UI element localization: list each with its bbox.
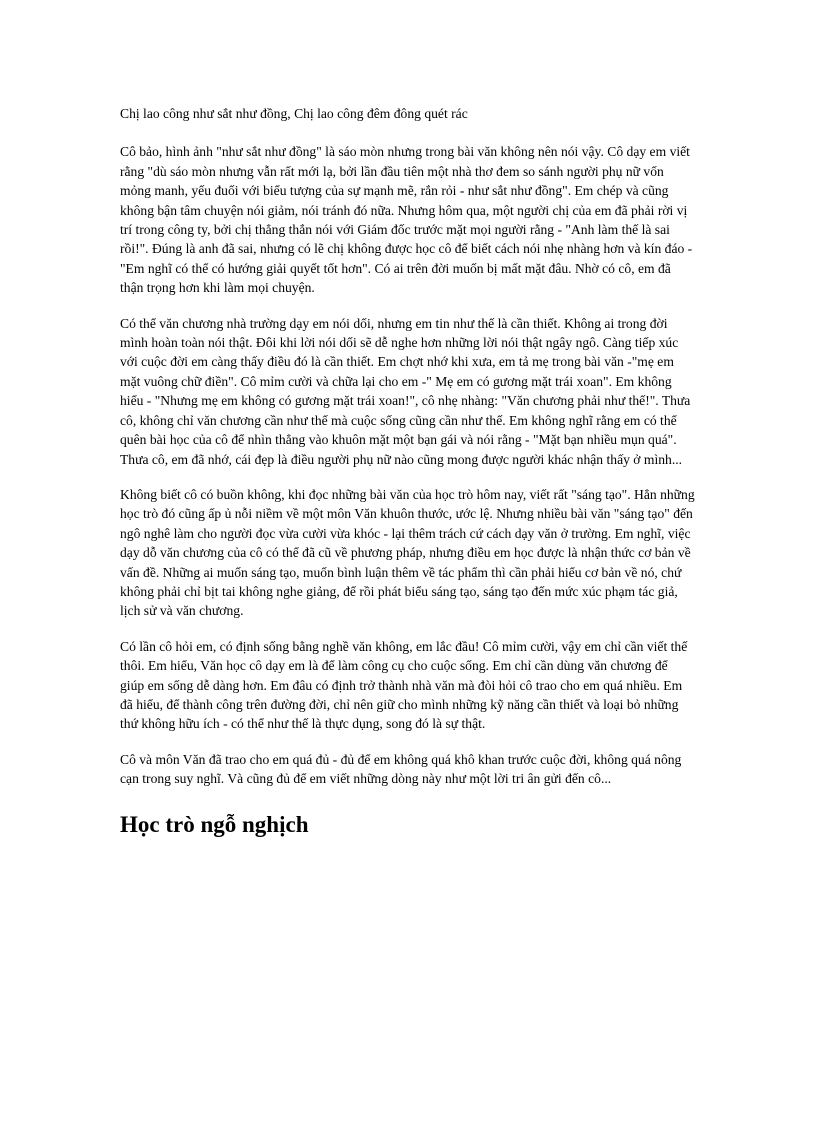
paragraph-4: Có lần cô hỏi em, có định sống bằng nghề văn không, em lắc đầu! Cô mỉm cười, vậy em chỉ cần viết thế thôi. Em hiểu, Văn học cô dạy em là để làm công cụ cho cuộc sống. Em chỉ cần dùng văn chương để giúp em sống dễ dàng hơn. Em đâu có định trở thành nhà văn mà đòi hỏi cô trao cho em quá nhiều. Em đã hiểu, để thành công trên đường đời, chỉ nên giữ cho mình những kỹ năng cần thiết và loại bỏ những thứ không hữu ích - có thể như thế là thực dụng, song đó là sự thật. [120, 638, 688, 732]
paragraph-quote: Chị lao công như sắt như đồng, Chị lao công đêm đông quét rác [120, 106, 468, 121]
paragraph-5: Cô và môn Văn đã trao cho em quá đủ - đủ để em không quá khô khan trước cuộc đời, không quá nông cạn trong suy nghĩ. Và cũng đủ để em viết những dòng này như một lời tri ân gửi đến cô... [120, 751, 682, 787]
paragraph-1: Cô bảo, hình ảnh "như sắt như đồng" là sáo mòn nhưng trong bài văn không nên nói vậy. Cô dạy em viết rằng "dù sáo mòn nhưng vẫn rất mới lạ, bởi lần đầu tiên một nhà thơ đem so sánh người phụ nữ vốn mỏng manh, yếu đuối với biểu tượng của sự mạnh mẽ, rắn rỏi - như sắt như đồng". Em chép và cũng không bận tâm chuyện nói giảm, nói tránh đó nữa. Nhưng hôm qua, một người chị của em đã phải rời vị trí trong công ty, bởi chị thẳng thắn nói với Giám đốc trước mặt mọi người rằng - "Anh làm thế là sai rồi!". Đúng là anh đã sai, nhưng có lẽ chị không được học cô để biết cách nói nhẹ nhàng hơn và kín đáo - "Em nghĩ có thể có hướng giải quyết tốt hơn". Có ai trên đời muốn bị mất mặt đâu. Nhờ có cô, em đã thận trọng hơn khi làm mọi chuyện. [120, 144, 693, 296]
section-heading: Học trò ngỗ nghịch [120, 811, 309, 837]
document-page [120, 104, 695, 839]
paragraph-3: Không biết cô có buồn không, khi đọc những bài văn của học trò hôm nay, viết rất "sáng tạo". Hẳn những học trò đó cũng ấp ủ nỗi niềm về một môn Văn khuôn thước, ước lệ. Nhưng nhiều bài văn "sáng tạo" đến ngô nghê làm cho người đọc vừa cười vừa khóc - lại thêm trách cứ cách dạy văn ở trường. Em nghĩ, việc dạy dỗ văn chương của cô có thể đã cũ về phương pháp, nhưng điều em học được là nhận thức cơ bản về vấn đề. Những ai muốn sáng tạo, muốn bình luận thêm về tác phẩm thì cần phải hiểu cơ bản về nó, chứ không phải chỉ bịt tai không nghe giảng, để rồi phát biểu sáng tạo, sáng tạo đến mức xúc phạm tác giả, lịch sử và văn chương. [120, 486, 695, 619]
paragraph-2: Có thể văn chương nhà trường dạy em nói dối, nhưng em tin như thế là cần thiết. Không ai trong đời mình hoàn toàn nói thật. Đôi khi lời nói dối sẽ dễ nghe hơn những lời nói thật ngây ngô. Càng tiếp xúc với cuộc đời em càng thấy điều đó là cần thiết. Em chợt nhớ khi xưa, em tả mẹ trong bài văn -"mẹ em mặt vuông chữ điền". Cô mỉm cười và chữa lại cho em -" Mẹ em có gương mặt trái xoan". Em không hiểu - "Nhưng mẹ em không có gương mặt trái xoan!", cô nhẹ nhàng: "Văn chương phải như thế!". Thưa cô, không chỉ văn chương cần như thế mà cuộc sống cũng cần như thế. Em không nghĩ rằng em có thể quên bài học của cô để nhìn thẳng vào khuôn mặt một bạn gái và nói rằng - "Mặt bạn nhiều mụn quá". Thưa cô, em đã nhớ, cái đẹp là điều người phụ nữ nào cũng mong được người khác nhận thấy ở mình... [120, 315, 691, 467]
